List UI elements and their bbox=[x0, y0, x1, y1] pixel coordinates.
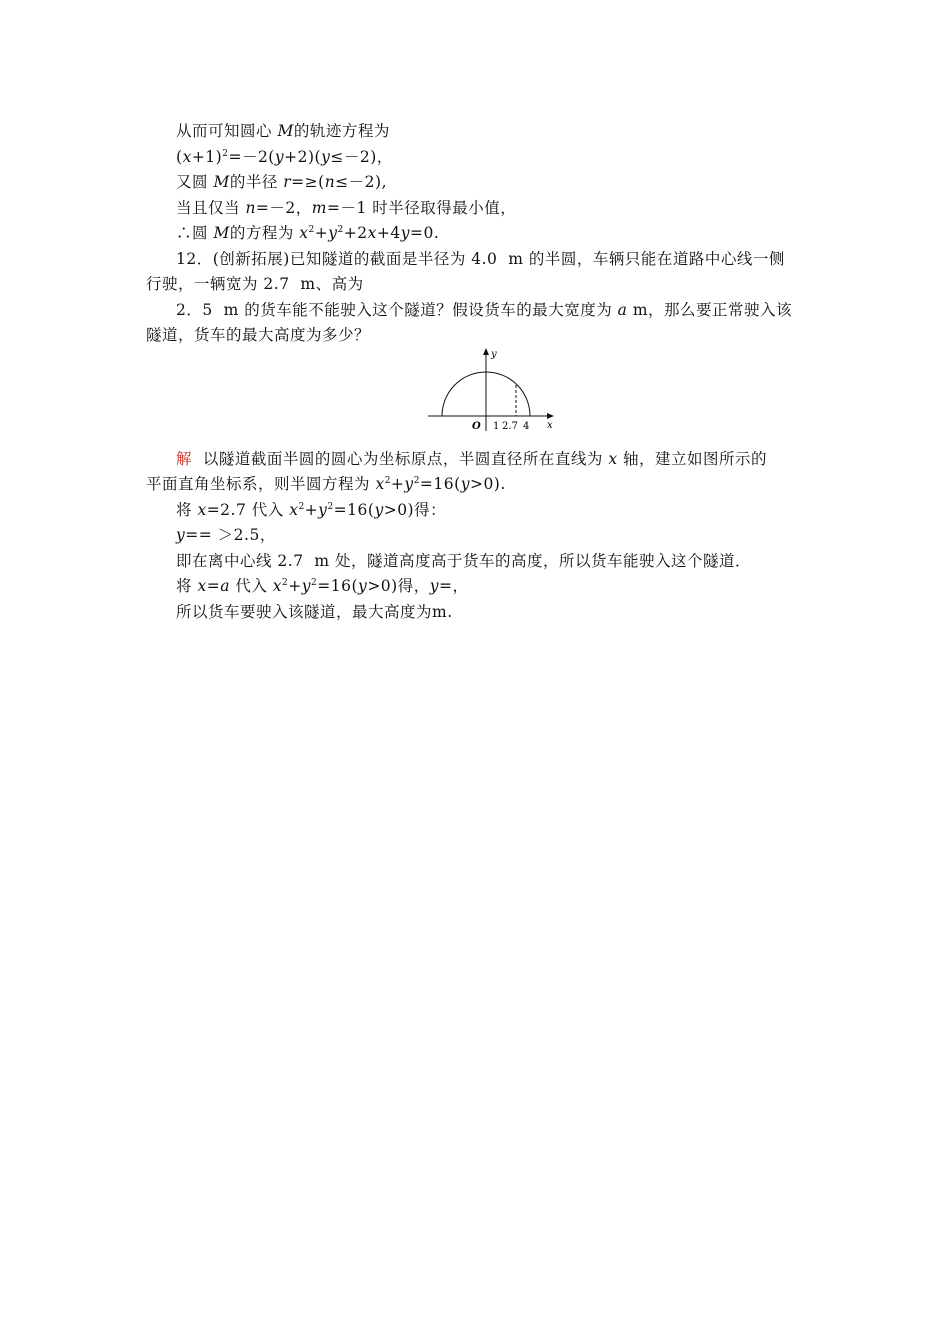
solution-line-2: 平面直角坐标系，则半圆方程为 $x^2+y^2=16(y>0)$. bbox=[146, 475, 506, 493]
semicircle-diagram bbox=[428, 345, 560, 433]
solution-line-3: 将 x=2.7 代入 $x^2+y^2=16(y>0)$得： bbox=[176, 501, 447, 519]
solution-line-5: 即在离中心线 2.7 m 处，隧道高度高于货车的高度，所以货车能驶入这个隧道． bbox=[176, 552, 752, 570]
origin-label: O bbox=[472, 421, 481, 432]
question-line-1: 12．(创新拓展)已知隧道的截面是半径为 4.0 m 的半圆，车辆只能在道路中心线一侧 bbox=[176, 250, 785, 268]
y-axis-label: y bbox=[491, 349, 497, 360]
x-axis-arrow bbox=[547, 413, 554, 419]
question-line-4: 隧道，货车的最大高度为多少？ bbox=[146, 326, 371, 344]
semicircle-figure bbox=[428, 345, 560, 433]
question-line-2: 行驶，一辆宽为 2.7 m、高为 bbox=[146, 275, 364, 293]
tick-label-1: 1 bbox=[493, 421, 500, 432]
text-line-5: ∴圆 M的方程为 $x^2+y^2+2x+4y=0$. bbox=[176, 224, 440, 242]
tick-label-2-7: 2.7 bbox=[502, 421, 518, 432]
y-axis-arrow bbox=[483, 348, 489, 355]
solution-line-4: y== ＞2.5， bbox=[176, 526, 276, 544]
text-line-2: $(x+1)^2=-2(y+2)(y\le-2)$， bbox=[176, 148, 393, 166]
text-line-1: 从而可知圆心 M的轨迹方程为 bbox=[176, 122, 390, 140]
solution-line-7: 所以货车要驶入该隧道，最大高度为m. bbox=[176, 603, 453, 621]
text-line-3: 又圆 M的半径 r=≥(n≤－2), bbox=[176, 173, 388, 191]
solution-label: 解 bbox=[176, 450, 193, 468]
solution-line-1: 解 以隧道截面半圆的圆心为坐标原点，半圆直径所在直线为 x 轴，建立如图所示的 bbox=[176, 450, 767, 468]
solution-line-6: 将 x=a 代入 $x^2+y^2=16(y>0)$得，y=， bbox=[176, 577, 469, 595]
text-line-4: 当且仅当 n=－2，m=－1 时半径取得最小值， bbox=[176, 199, 517, 217]
x-axis-label: x bbox=[547, 420, 553, 431]
question-line-3: 2．5 m 的货车能不能驶入这个隧道？假设货车的最大宽度为 a m，那么要正常驶入该 bbox=[176, 301, 793, 319]
tick-label-4: 4 bbox=[523, 421, 530, 432]
